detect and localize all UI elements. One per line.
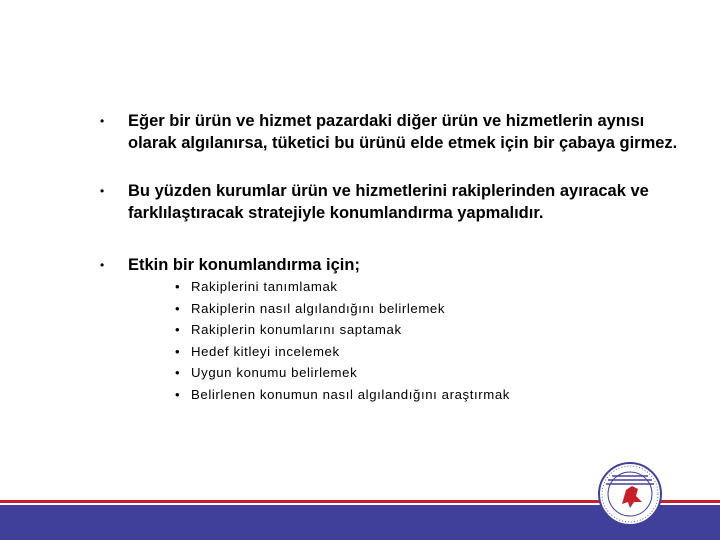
sub-bullet-text: Hedef kitleyi incelemek xyxy=(191,343,340,359)
sub-bullet-text: Rakiplerin konumlarını saptamak xyxy=(191,322,402,338)
bullet-icon: • xyxy=(175,365,181,381)
main-bullet-text: Eğer bir ürün ve hizmet pazardaki diğer ürün ve hizmetlerin aynısı olarak algılanırsa, tüketici bu ürünü elde etmek için bir çabaya girmez. xyxy=(128,112,678,152)
university-seal-icon xyxy=(598,462,662,526)
main-bullet-2 xyxy=(100,180,688,224)
main-bullet-text: Bu yüzden kurumlar ürün ve hizmetlerini rakiplerinden ayıracak ve farklılaştıracak stratejiyle konumlandırma yapmalıdır. xyxy=(128,182,649,222)
sub-bullet-text: Rakiplerini tanımlamak xyxy=(191,279,338,294)
bullet-icon: • xyxy=(100,184,105,198)
main-bullet-3 xyxy=(100,254,688,276)
bullet-icon: • xyxy=(175,343,181,359)
main-bullet-1 xyxy=(100,110,688,154)
bullet-icon: • xyxy=(175,386,181,402)
sub-bullet-text: Belirlenen konumun nasıl algılandığını araştırmak xyxy=(191,386,510,402)
bullet-icon: • xyxy=(175,322,181,338)
bullet-icon: • xyxy=(100,258,105,272)
bullet-icon: • xyxy=(175,279,181,294)
bullet-icon: • xyxy=(100,114,105,128)
main-bullet-text: Etkin bir konumlandırma için; xyxy=(128,256,360,274)
sub-bullet-text: Rakiplerin nasıl algılandığını belirlemek xyxy=(191,300,446,316)
sub-bullet-text: Uygun konumu belirlemek xyxy=(191,365,358,381)
bullet-icon: • xyxy=(175,300,181,316)
